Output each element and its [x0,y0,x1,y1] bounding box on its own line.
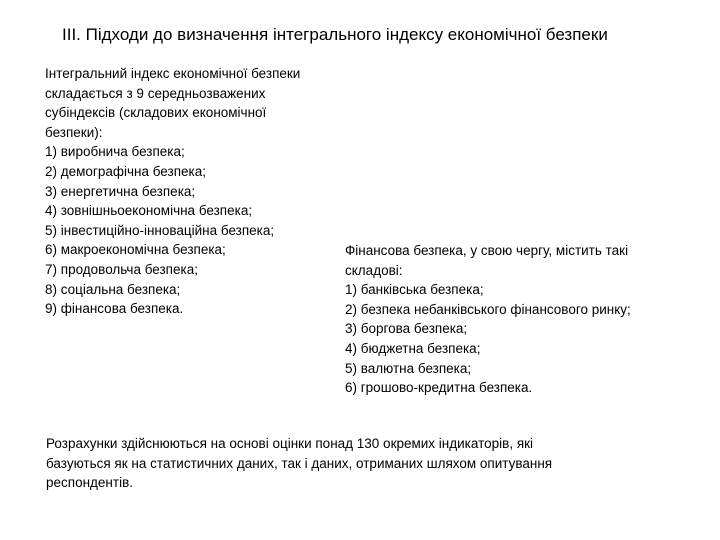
list-item: 6) грошово-кредитна безпека. [345,380,533,396]
intro-line: Інтегральний індекс економічної безпеки [45,66,301,81]
intro-line: складові: [345,262,403,278]
list-item: 1) виробнича безпека; [45,144,185,160]
financial-security-components [345,241,705,398]
list-item: 3) боргова безпека; [345,321,468,337]
intro-line: складається з 9 середньозважених [45,85,266,101]
intro-line: субіндексів (складових економічної [45,105,267,121]
list-item: 6) макроекономічна безпека; [45,242,226,258]
page-title: III. Підходи до визначення інтегрального індексу економічної безпеки [62,25,608,44]
intro-line: безпеки): [45,124,103,140]
paragraph-line: респондентів. [46,475,133,491]
list-item: 8) соціальна безпека; [45,281,181,297]
integral-index-components [45,64,365,319]
list-item: 2) демографічна безпека; [45,163,206,179]
paragraph-line: Розрахунки здійснюються на основі оцінки понад 130 окремих індикаторів, які [46,436,534,451]
list-item: 9) фінансова безпека. [45,301,184,317]
list-item: 5) інвестиційно-інноваційна безпека; [45,222,275,238]
intro-line: Фінансова безпека, у свою чергу, містить такі [345,243,629,258]
calculation-note [46,434,686,493]
paragraph-line: базуються як на статистичних даних, так і даних, отриманих шляхом опитування [46,455,553,471]
list-item: 2) безпека небанківського фінансового ринку; [345,301,631,317]
list-item: 4) зовнішньоекономічна безпека; [45,203,253,219]
list-item: 4) бюджетна безпека; [345,340,481,356]
list-item: 3) енергетична безпека; [45,183,196,199]
list-item: 5) валютна безпека; [345,360,472,376]
list-item: 7) продовольча безпека; [45,261,198,277]
list-item: 1) банківська безпека; [345,282,484,298]
